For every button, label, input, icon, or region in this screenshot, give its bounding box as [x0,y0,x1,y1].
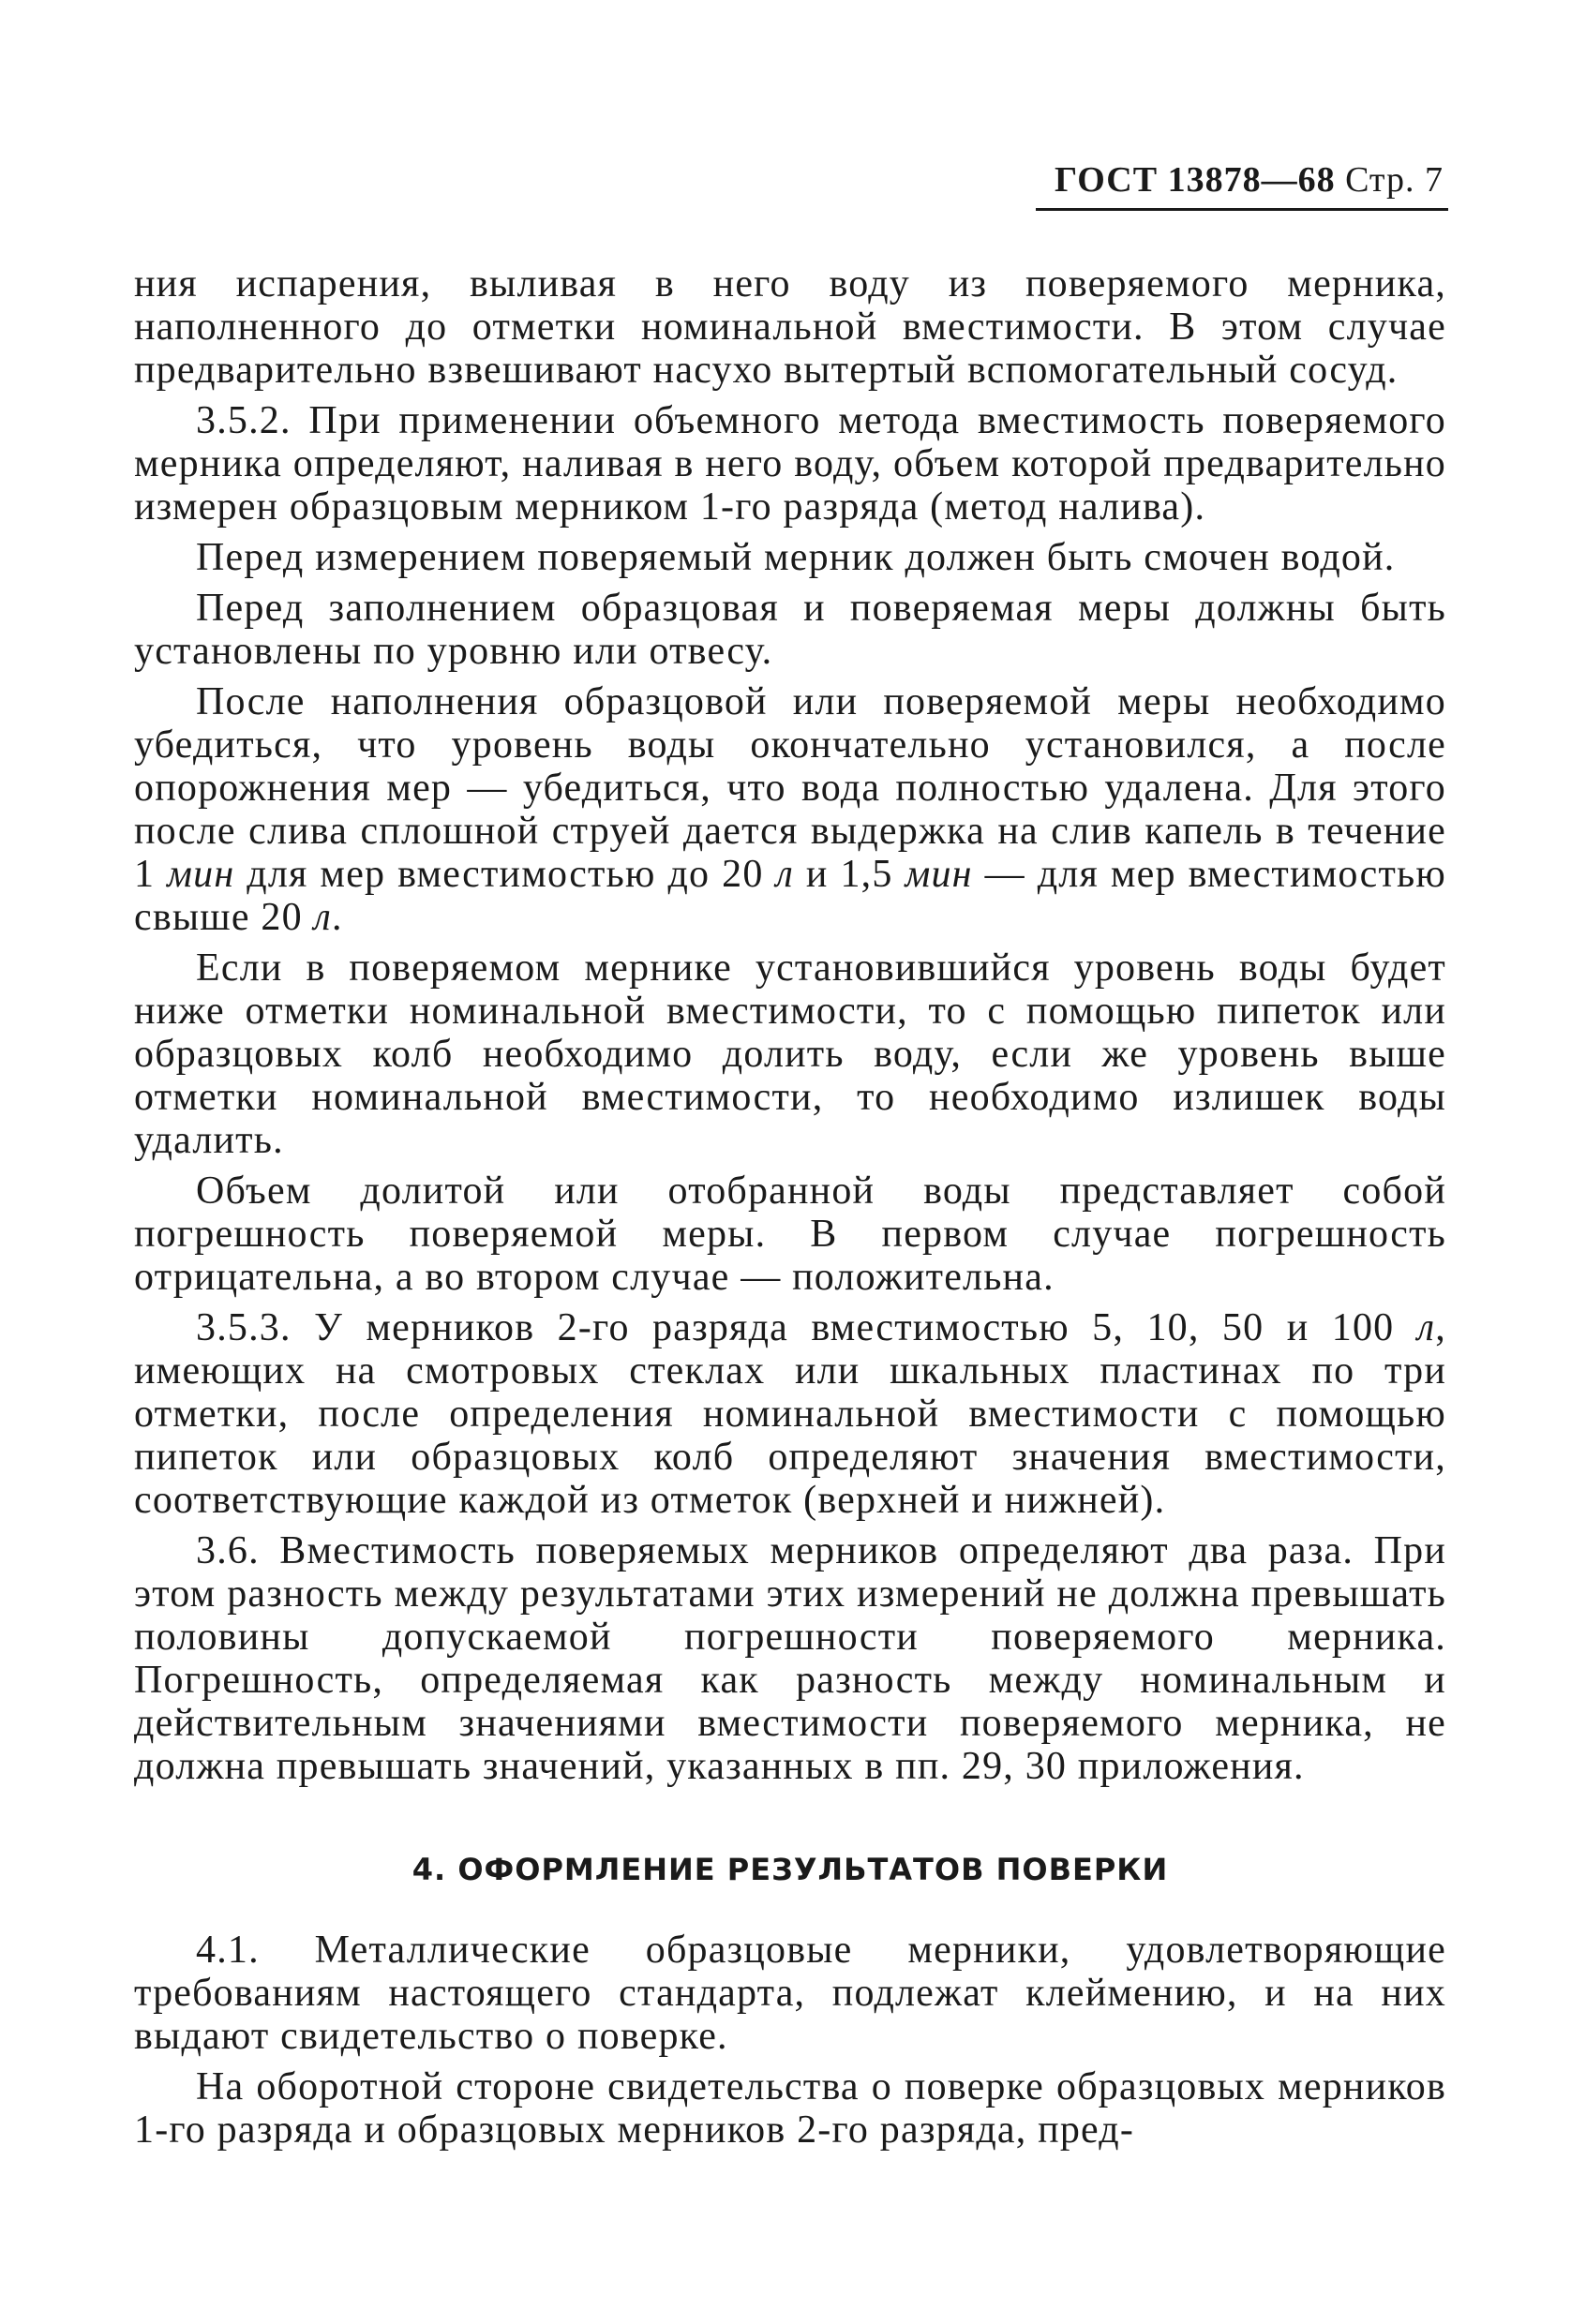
text-span: 3.5.3. У мерников 2-го разряда вместимостью 5, 10, 50 и 100 [196,1306,1417,1349]
paragraph-3-5-3 [134,1306,1446,1522]
paragraph-4-1: 4.1. Металлические образцовые мерники, удовлетворяющие требованиям настоящего стандарта, подлежат клеймению, и на них выдают свидетельство о поверке. [134,1929,1446,2058]
section-title: 4. ОФОРМЛЕНИЕ РЕЗУЛЬТАТОВ ПОВЕРКИ [411,1852,1169,1887]
text-span: — для мер вместимостью свыше 20 [134,853,1446,939]
unit-liter: л [313,896,332,939]
paragraph-certificate: На оборотной стороне свидетельства о поверке образцовых мерников 1-го разряда и образцовых мерников 2-го разряда, пред- [134,2065,1446,2152]
text-span: . [332,896,343,939]
paragraph-drain [134,680,1446,939]
paragraph-3-5-2: 3.5.2. При применении объемного метода вместимость поверяемого мерника определяют, наливая в него воду, объем которой предварительно измерен образцовым мерником 1-го разряда (метод налива). [134,399,1446,529]
paragraph-3-6: 3.6. Вместимость поверяемых мерников определяют два раза. При этом разность между результатами этих измерений не должна превышать половины допускаемой погрешности поверяемого мерника. Погрешность, определяемая как разность между номинальным и действительным значениями вместимости поверяемого мерника, не должна превышать значений, указанных в пп. 29, 30 приложения. [134,1529,1446,1788]
text-span: и 1,5 [793,853,905,896]
text-span: , имеющих на смотровых стеклах или шкальных пластинах по три отметки, после определения номинальной вместимости с помощью пипеток или образцовых колб определяют значения вместимости, соответствующие каждой из отметок (верхней и нижней). [134,1306,1446,1522]
unit-min: мин [167,853,235,896]
paragraph-error-sign: Объем долитой или отобранной воды представляет собой погрешность поверяемой меры. В первом случае погрешность отрицательна, а во втором случае — положительна. [134,1169,1446,1299]
document-body [134,262,1446,2159]
unit-min: мин [905,853,973,896]
standard-number: ГОСТ 13878—68 [1055,160,1336,200]
header-rule [1036,208,1448,211]
unit-liter: л [775,853,794,896]
paragraph-leveling: Перед заполнением образцовая и поверяемая меры должны быть установлены по уровню или отвесу. [134,587,1446,673]
page-number: Стр. 7 [1345,160,1444,200]
unit-liter: л [1416,1306,1436,1349]
text-span: После наполнения образцовой или поверяемой меры необходимо убедиться, что уровень воды окончательно установился, а после опорожнения мер — убедиться, что вода полностью удалена. Для этого после слива сплошной струей дается выдержка на слив капель в течение 1 [134,680,1446,896]
page-header [1031,159,1444,201]
paragraph-continuation: ния испарения, выливая в него воду из поверяемого мерника, наполненного до отметки номинальной вместимости. В этом случае предварительно взвешивают насухо вытертый вспомогательный сосуд. [134,262,1446,392]
paragraph-wetting: Перед измерением поверяемый мерник должен быть смочен водой. [196,536,1396,579]
text-span: для мер вместимостью до 20 [234,853,776,896]
paragraph-level-correction: Если в поверяемом мернике установившийся уровень воды будет ниже отметки номинальной вместимости, то с помощью пипеток или образцовых колб необходимо долить воду, если же уровень выше отметки номинальной вместимости, то необходимо излишек воды удалить. [134,946,1446,1162]
